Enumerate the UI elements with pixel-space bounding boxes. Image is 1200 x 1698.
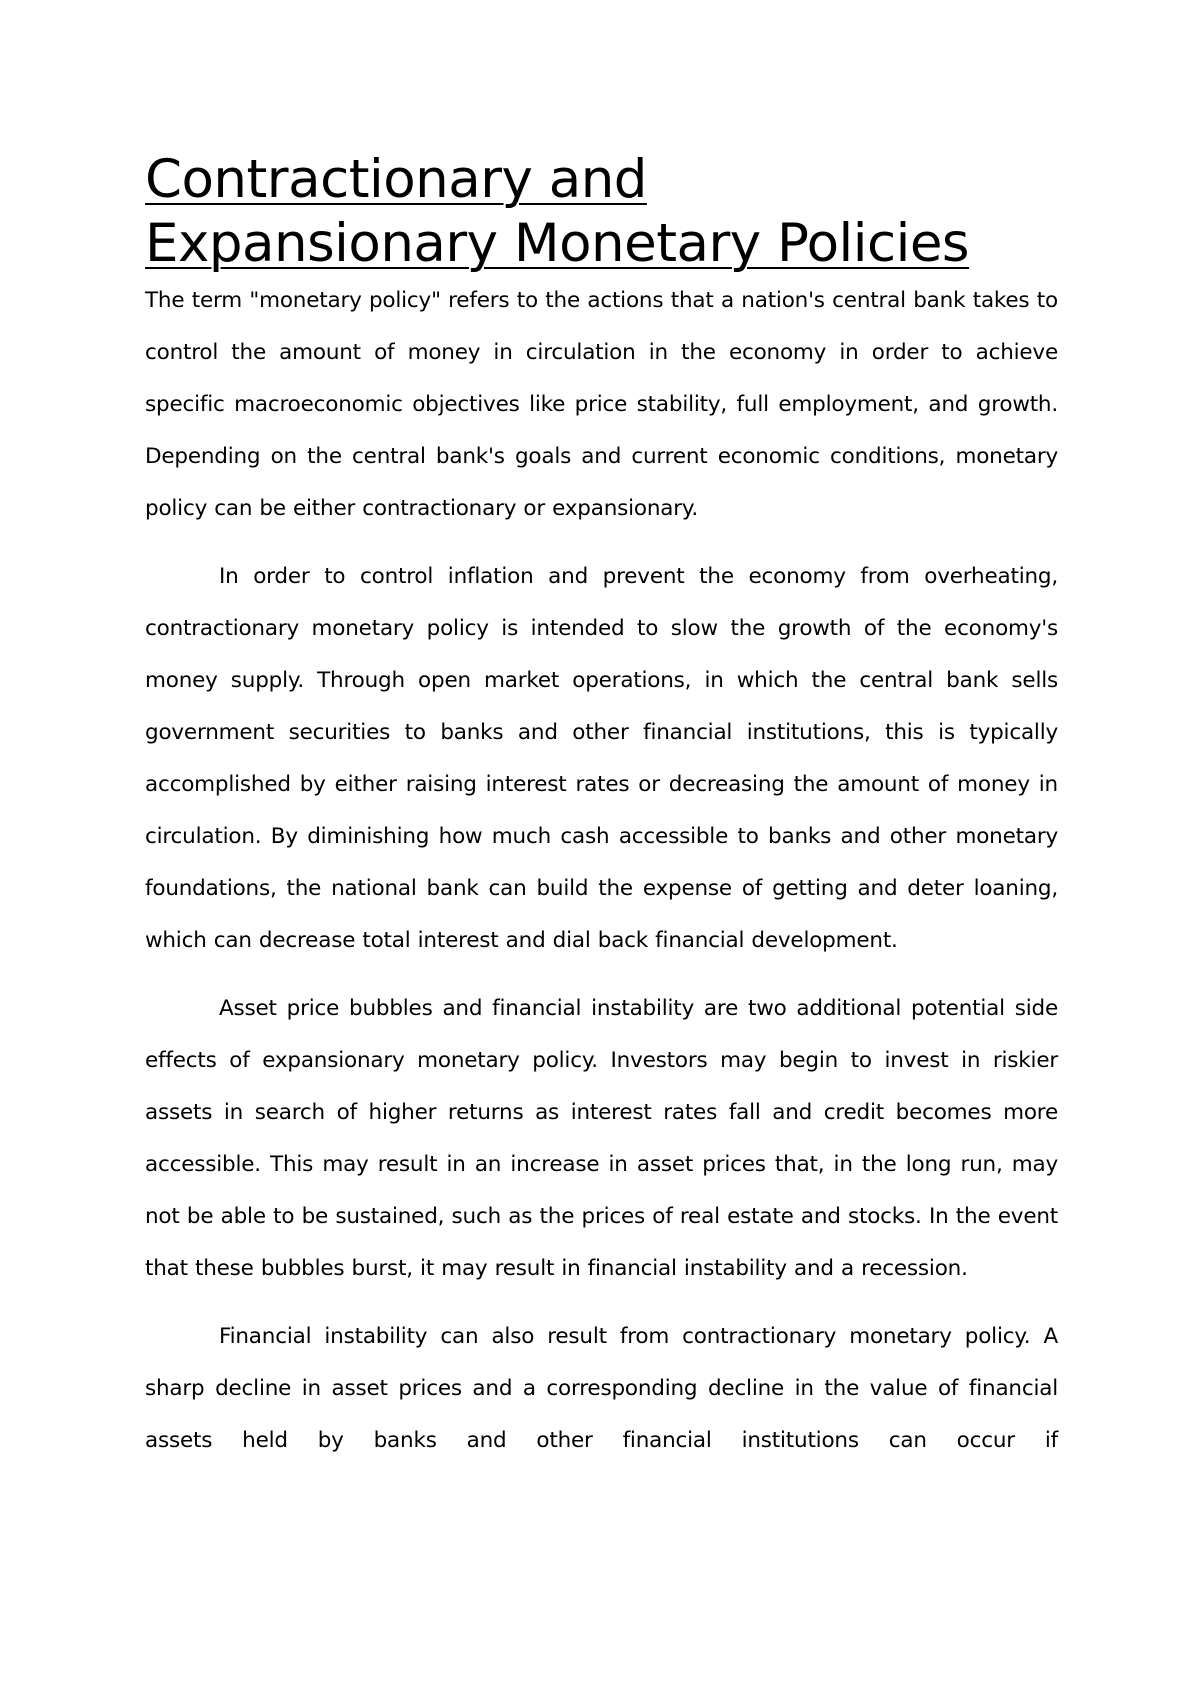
document-body	[145, 148, 1058, 1467]
paragraph-4: Financial instability can also result from contractionary monetary policy. A sharp decline in asset prices and a corresponding decline in the value of financial assets held by banks and other financial institutions can occur if	[145, 1324, 1058, 1453]
paragraph-3: Asset price bubbles and financial instability are two additional potential side effects of expansionary monetary policy. Investors may begin to invest in riskier assets in search of higher returns as interest rates fall and credit becomes more accessible. This may result in an increase in asset prices that, in the long run, may not be able to be sustained, such as the prices of real estate and stocks. In the event that these bubbles burst, it may result in financial instability and a recession.	[145, 996, 1058, 1281]
document-title	[145, 148, 1058, 276]
paragraph-2: In order to control inflation and prevent the economy from overheating, contractionary monetary policy is intended to slow the growth of the economy's money supply. Through open market operations, in which the central bank sells government securities to banks and other financial institutions, this is typically accomplished by either raising interest rates or decreasing the amount of money in circulation. By diminishing how much cash accessible to banks and other monetary foundations, the national bank can build the expense of getting and deter loaning, which can decrease total interest and dial back financial development.	[145, 564, 1058, 953]
title-line-1: Contractionary and	[145, 149, 647, 210]
title-line-2: Expansionary Monetary Policies	[145, 213, 970, 274]
paragraph-1: The term "monetary policy" refers to the actions that a nation's central bank takes to control the amount of money in circulation in the economy in order to achieve specific macroeconomic objectives like price stability, full employment, and growth. Depending on the central bank's goals and current economic conditions, monetary policy can be either contractionary or expansionary.	[145, 288, 1058, 521]
